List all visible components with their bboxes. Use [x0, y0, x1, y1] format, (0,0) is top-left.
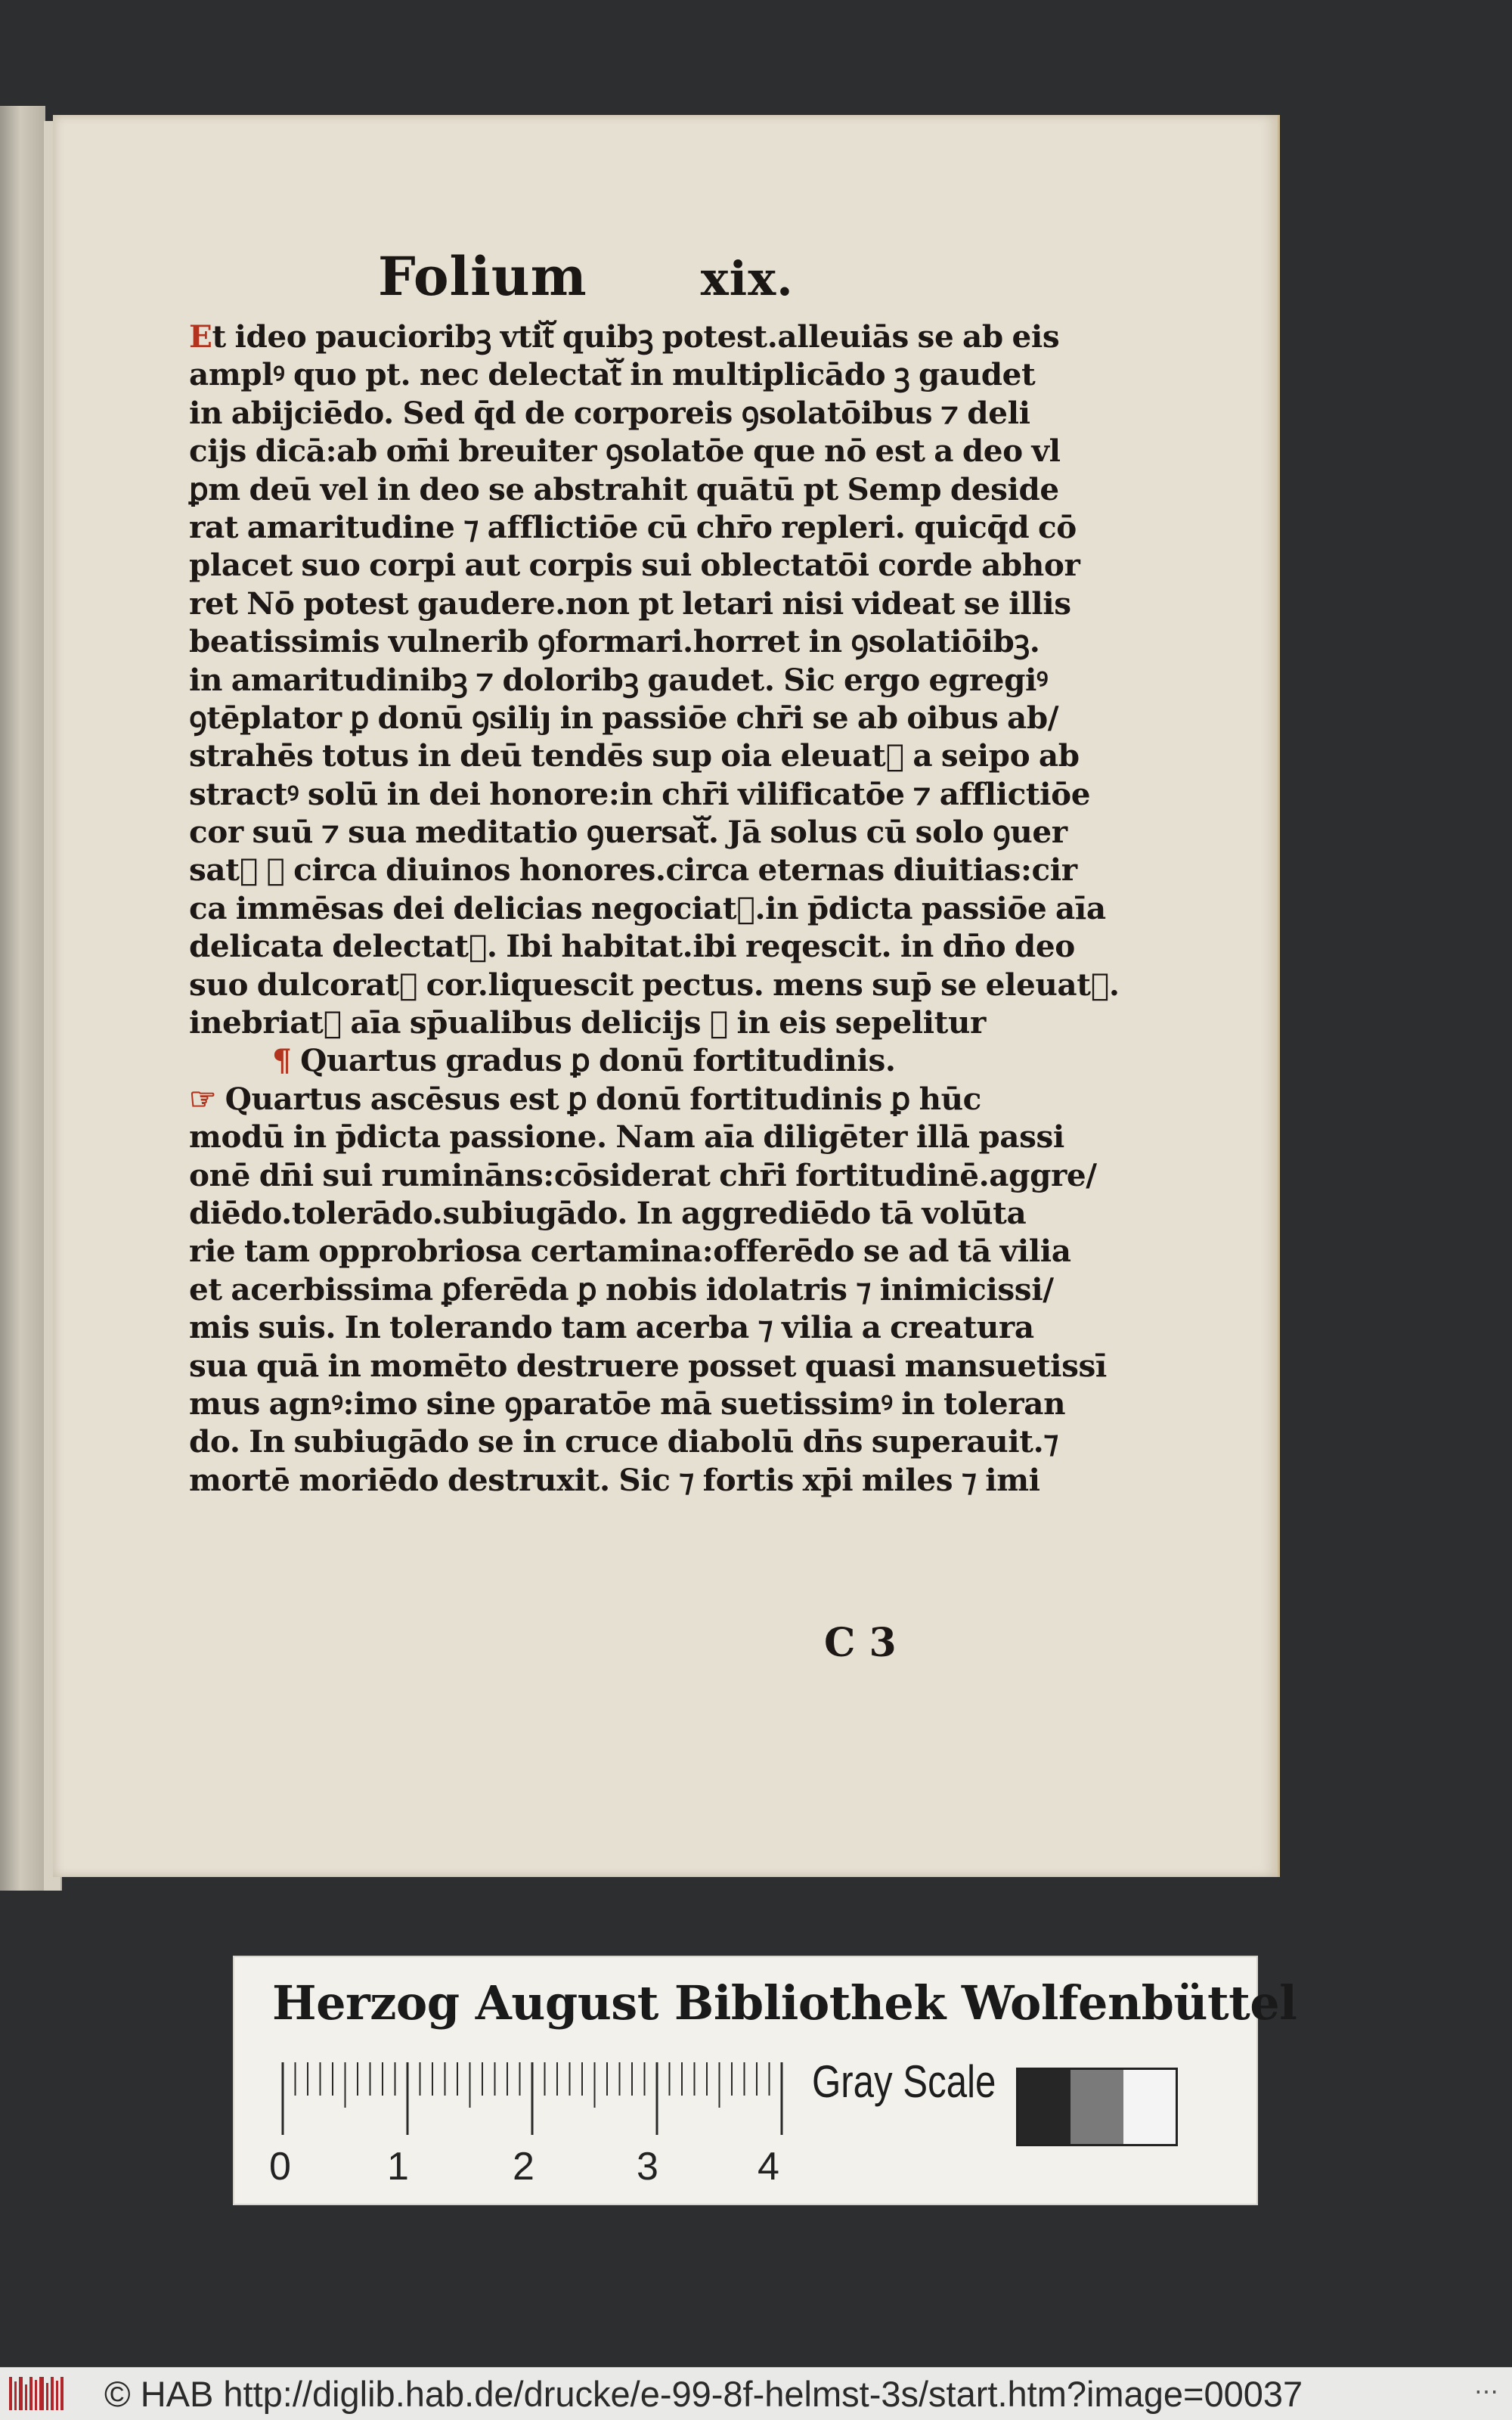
ruler-label-3: 3: [637, 2145, 658, 2189]
text-line: placet suo corpi aut corpis sui oblectatōi corde abhor: [189, 547, 1080, 584]
text-line: mus agnꝰ:imo sine ꝯparatōe mā suetissimꝰ in toleran: [189, 1385, 1066, 1422]
ruler-label-1: 1: [387, 2145, 409, 2189]
page-text: [189, 318, 1120, 1499]
text-line: rat amaritudine ⁊ afflictiōe cū chr̄o repleri. quicq̄d cō: [189, 508, 1077, 545]
footer-copyright-url[interactable]: © HAB http://diglib.hab.de/drucke/e-99-8f-helmst-3s/start.htm?image=00037: [104, 2374, 1303, 2414]
folio-header: [378, 245, 794, 308]
text-line: satᷓ ⁊ circa diuinos honores.circa eternas diuitias:cir: [189, 852, 1077, 889]
text-line: diēdo.tolerādo.subiugādo. In aggrediēdo tā volūta: [189, 1194, 1027, 1231]
text-line: [189, 1080, 1021, 1118]
text-line: et acerbissima ꝑferēda ꝑ nobis idolatris ⁊ inimicissi/: [189, 1270, 1054, 1308]
text-line: strahēs totus in deū tendēs sup oia eleuatᷓ a seipo ab: [189, 737, 1080, 774]
text-line: inebriatᷓ aīa sp̄ualibus delicijs ⁊ in eis sepelitur: [189, 1004, 986, 1041]
text-line: mortē moriēdo destruxit. Sic ⁊ fortis xp̄i miles ⁊ imi: [189, 1461, 1040, 1498]
text-line: mis suis. In tolerando tam acerba ⁊ vilia a creatura: [189, 1309, 1034, 1346]
book-spine: [0, 106, 45, 1891]
library-name: Herzog August Bibliothek Wolfenbüttel: [272, 1975, 1297, 2031]
text-line: in amaritudinibꝫ ⁊ doloribꝫ gaudet. Sic ergo egregiꝰ: [189, 661, 1049, 698]
hab-barcode-logo-icon: [8, 2374, 65, 2413]
reference-card: [233, 1956, 1297, 2205]
gray-scale-label: Gray Scale: [812, 2056, 996, 2107]
gray-swatch: [1123, 2070, 1176, 2144]
text-line: do. In subiugādo se in cruce diabolū dn̄s superauit.⁊: [189, 1423, 1059, 1460]
rubricated-initial: E: [189, 318, 212, 355]
text-line: suo dulcoratᷓ cor.liquescit pectus. mens sup̄ se eleuatᷓ.: [189, 966, 1120, 1003]
text-line: rie tam opprobriosa certamina:offerēdo se ad tā vilia: [189, 1233, 1071, 1270]
ruler-ticks: [275, 2059, 804, 2142]
text-line: sua quā in momēto destruere posset quasi mansuetissī: [189, 1347, 1107, 1384]
folio-number: xix.: [700, 251, 794, 306]
text-line-rest: Quartus ascēsus est ꝑ donū fortitudinis ꝑ hūc: [215, 1080, 981, 1117]
text-line: ꝯtēplator ꝑ donū ꝯsiliȷ in passiōe chr̄i se ab oibus ab/: [189, 699, 1059, 736]
more-icon[interactable]: ⋯: [1474, 2378, 1498, 2405]
gray-scale-swatch: [1016, 2068, 1178, 2146]
text-line: cor suū ⁊ sua meditatio ꝯuersatᷓ. Jā solus cū solo ꝯuer: [189, 814, 1067, 851]
text-line: modū in p̄dicta passione. Nam aīa diligēter illā passi: [189, 1118, 1064, 1156]
text-line: ret Nō potest gaudere.non pt letari nisi videat se illis: [189, 585, 1071, 622]
rubricated-initial: ☞: [189, 1080, 216, 1117]
text-line: delicata delectatᷓ. Ibi habitat.ibi reqescit. in dn̄o deo: [189, 928, 1075, 965]
text-line-rest: t ideo paucioribꝫ vtitᷓ quibꝫ potest.alleuiās se ab eis: [212, 318, 1060, 355]
text-line: [189, 318, 1060, 355]
gray-swatch: [1070, 2070, 1123, 2144]
ruler-label-2: 2: [513, 2145, 534, 2189]
signature-mark: C 3: [824, 1620, 897, 1666]
text-line-rest: Quartus gradus ꝑ donū fortitudinis.: [291, 1042, 896, 1079]
text-line: amplꝰ quo pt. nec delectatᷓ in multiplicādo ꝫ gaudet: [189, 356, 1036, 393]
text-line: cijs dicā:ab om̄i breuiter ꝯsolatōe que nō est a deo vl: [189, 433, 1061, 470]
text-line: ꝑm deū vel in deo se abstrahit quātū pt Semp deside: [189, 470, 1059, 507]
text-line: ca immēsas dei delicias negociatᷓ.in p̄dicta passiōe aīa: [189, 889, 1106, 926]
footer-bar: [0, 2367, 1512, 2420]
book-page: [53, 115, 1280, 1877]
text-line: in abijciēdo. Sed q̄d de corporeis ꝯsolatōibus ⁊ deli: [189, 394, 1030, 431]
rubricated-initial: ¶: [272, 1042, 292, 1079]
folio-heading: Folium: [378, 245, 587, 308]
text-line: [189, 1041, 1021, 1079]
ruler-label-4: 4: [758, 2145, 779, 2189]
text-line: stractꝰ solū in dei honore:in chr̄i vilificatōe ⁊ afflictiōe: [189, 775, 1091, 812]
text-line: onē dn̄i sui rumināns:cōsiderat chr̄i fortitudinē.aggre/: [189, 1156, 1097, 1193]
gray-swatch: [1018, 2070, 1070, 2144]
text-line: beatissimis vulnerib ꝯformari.horret in ꝯsolatiōibꝫ.: [189, 623, 1040, 660]
ruler-label-0: 0: [269, 2145, 291, 2189]
